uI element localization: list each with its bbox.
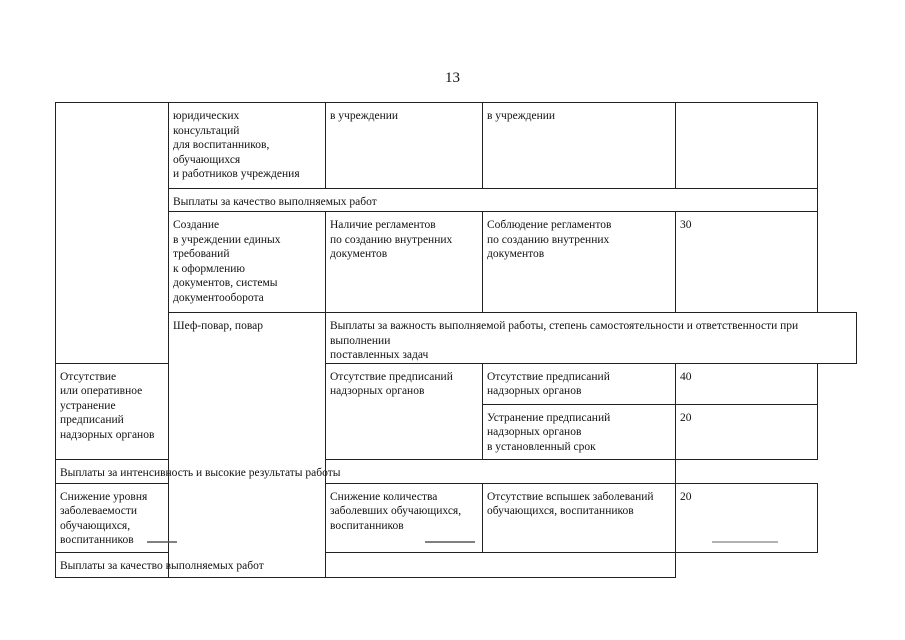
indicator-cell: Снижение количества заболевших обучающихся, воспитанников — [326, 483, 483, 552]
condition-cell: Отсутствие вспышек заболеваний обучающихся, воспитанников — [483, 483, 676, 552]
table-row — [56, 212, 857, 313]
scan-artifact — [425, 541, 475, 543]
table-row — [56, 103, 857, 189]
scan-artifact — [712, 541, 778, 543]
points-cell: 40 — [676, 363, 818, 404]
points-cell — [676, 103, 818, 189]
section-header-importance: Выплаты за важность выполняемой работы, степень самостоятельности и ответственности при выполнении поставленных задач — [326, 313, 857, 364]
condition-cell: Соблюдение регламентов по созданию внутренних документов — [483, 212, 676, 313]
condition-cell: в учреждении — [483, 103, 676, 189]
points-cell: 20 — [676, 483, 818, 552]
condition-cell: Отсутствие предписаний надзорных органов — [483, 363, 676, 404]
points-cell: 20 — [676, 404, 818, 459]
points-cell: 30 — [676, 212, 818, 313]
indicator-cell: Отсутствие предписаний надзорных органов — [326, 363, 483, 459]
payments-criteria-table — [55, 102, 857, 578]
indicator-cell: в учреждении — [326, 103, 483, 189]
position-cell: Шеф-повар, повар — [169, 313, 326, 578]
section-header-quality: Выплаты за качество выполняемых работ — [169, 189, 818, 212]
criterion-cell: Отсутствие или оперативное устранение предписаний надзорных органов — [56, 363, 169, 459]
criterion-cell: юридических консультаций для воспитанников, обучающихся и работников учреждения — [169, 103, 326, 189]
criterion-cell: Снижение уровня заболеваемости обучающихся, воспитанников — [56, 483, 169, 552]
section-header-quality: Выплаты за качество выполняемых работ — [56, 552, 676, 577]
section-header-row — [56, 459, 857, 483]
criterion-cell: Создание в учреждении единых требований к оформлению документов, системы документооборота — [169, 212, 326, 313]
section-header-row — [56, 189, 857, 212]
section-header-intensity: Выплаты за интенсивность и высокие результаты работы — [56, 459, 676, 483]
section-header-row — [56, 313, 857, 364]
page-number: 13 — [445, 70, 460, 86]
section-header-row — [56, 552, 857, 577]
condition-cell: Устранение предписаний надзорных органов в установленный срок — [483, 404, 676, 459]
indicator-cell: Наличие регламентов по созданию внутренних документов — [326, 212, 483, 313]
scan-artifact — [147, 541, 177, 543]
position-cell-empty — [56, 103, 169, 364]
